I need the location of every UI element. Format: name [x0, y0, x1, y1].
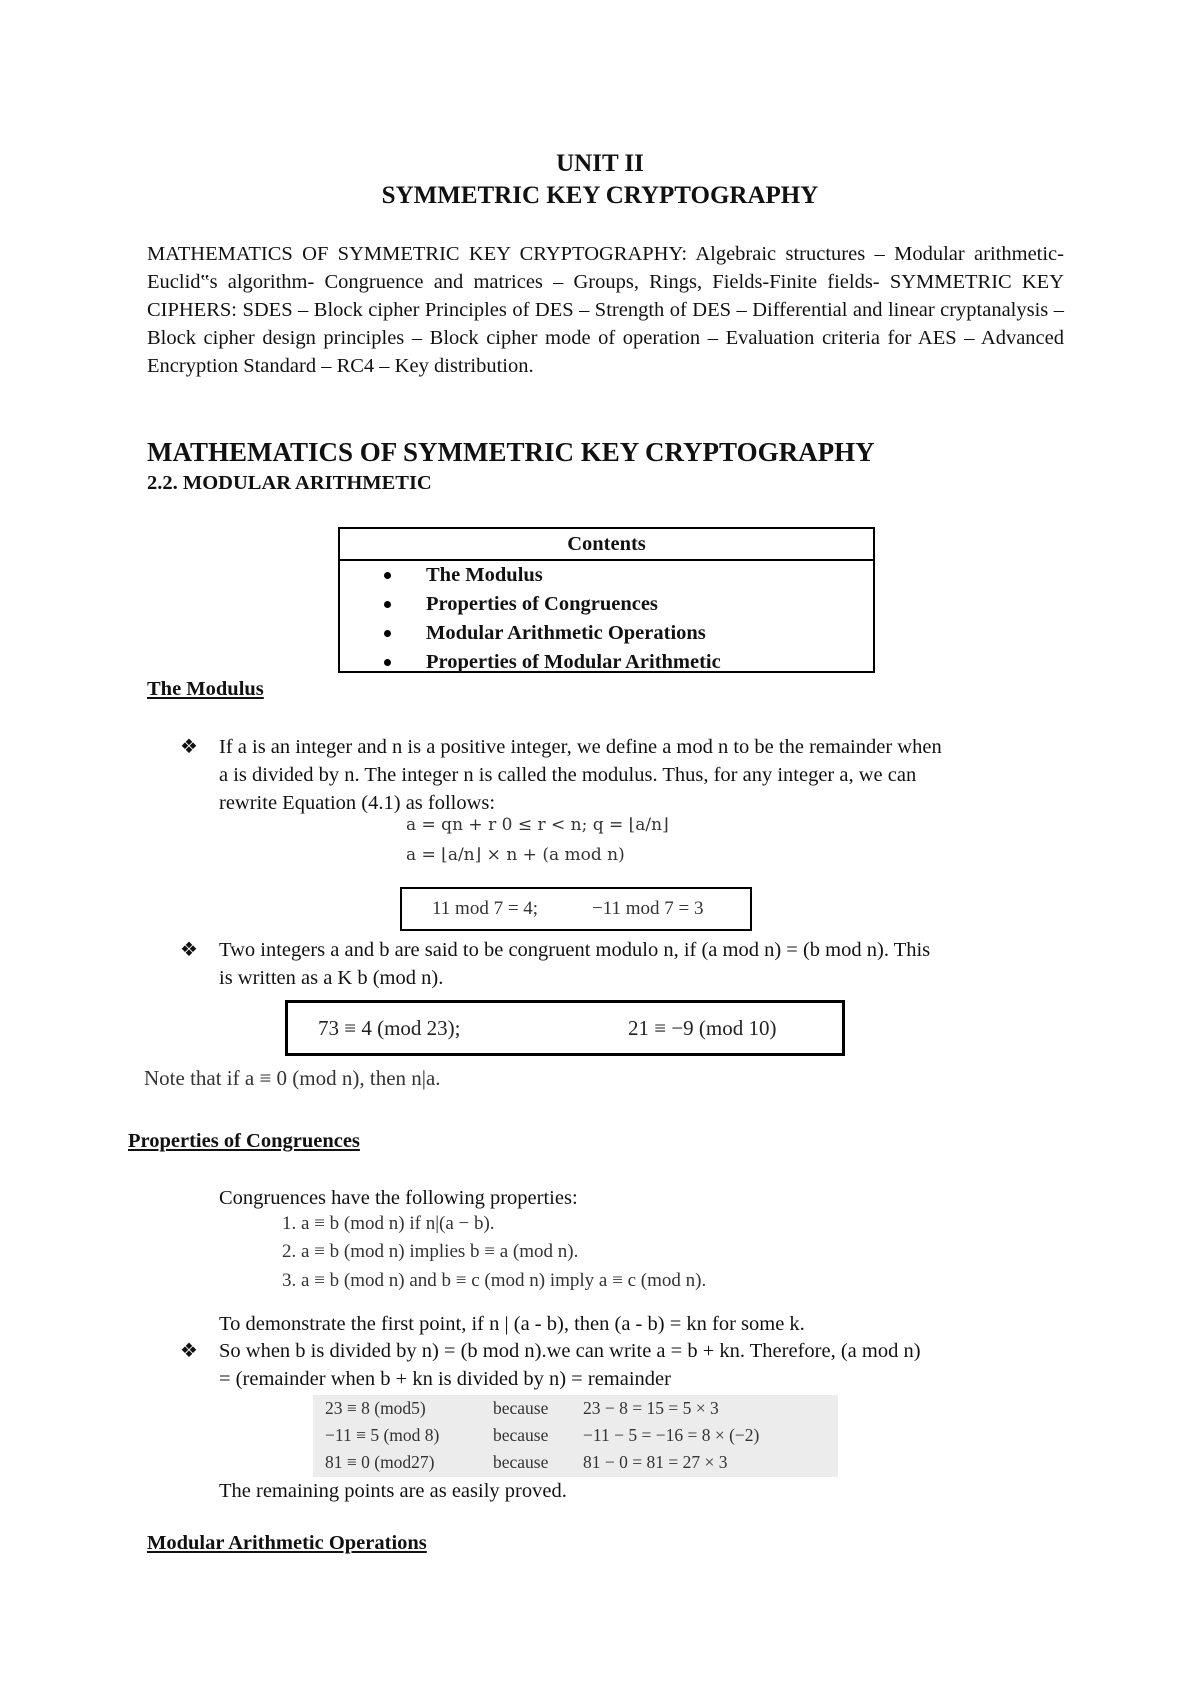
example-row: 81 ≡ 0 (mod27) because 81 − 0 = 81 = 27 × 3: [325, 1452, 728, 1472]
congruence-property: 3. a ≡ b (mod n) and b ≡ c (mod n) imply a ≡ c (mod n).: [282, 1270, 707, 1291]
example-box-1: [400, 887, 752, 931]
congruence-property: 1. a ≡ b (mod n) if n|(a − b).: [282, 1213, 495, 1234]
bullet-dot-icon: [384, 659, 391, 666]
subject-title: SYMMETRIC KEY CRYPTOGRAPHY: [381, 182, 819, 209]
contents-item: The Modulus: [340, 561, 873, 590]
unit-title: UNIT II: [556, 150, 644, 177]
contents-item: Properties of Modular Arithmetic: [340, 648, 873, 677]
bullet-dot-icon: [384, 601, 391, 608]
closing-text: The remaining points are as easily proved.: [219, 1480, 567, 1502]
contents-item: Properties of Congruences: [340, 590, 873, 619]
syllabus-paragraph: MATHEMATICS OF SYMMETRIC KEY CRYPTOGRAPHY: Algebraic structures – Modular arithmetic-Euclid‟s algorithm- Congruence and matrices – Groups, Rings, Fields-Finite fields- SYMMETRIC KEY CIPHERS: SDES – Block cipher Principles of DES – Strength of DES – Differential and linear cryptanalysis – Block cipher design principles – Block cipher mode of operation – Evaluation criteria for AES – Advanced Encryption Standard – RC4 – Key distribution.: [147, 243, 1064, 377]
subsection-title: 2.2. MODULAR ARITHMETIC: [147, 472, 432, 494]
contents-box: [338, 527, 875, 673]
modulus-definition: If a is an integer and n is a positive integer, we define a mod n to be the remainder when a is divided by n. The integer n is called the modulus. Thus, for any integer a, we can rewrite Equation (4.1) as follows:: [219, 736, 942, 814]
contents-heading: Contents: [340, 529, 873, 561]
congruence-property: 2. a ≡ b (mod n) implies b ≡ a (mod n).: [282, 1241, 579, 1262]
bullet-dot-icon: [384, 572, 391, 579]
example-box-2: [285, 1000, 845, 1056]
demo-text: To demonstrate the first point, if n | (a - b), then (a - b) = kn for some k.: [219, 1313, 805, 1335]
example-box-2-right: 21 ≡ −9 (mod 10): [628, 1016, 777, 1040]
diamond-bullet-icon: ❖: [180, 1340, 198, 1362]
congruences-intro: Congruences have the following properties:: [219, 1187, 578, 1209]
modulus-heading: The Modulus: [147, 678, 264, 700]
section-title: MATHEMATICS OF SYMMETRIC KEY CRYPTOGRAPHY: [147, 437, 875, 467]
example-box-2-left: 73 ≡ 4 (mod 23);: [318, 1016, 461, 1040]
congruence-definition: Two integers a and b are said to be congruent modulo n, if (a mod n) = (b mod n). This is written as a K b (mod n).: [219, 939, 931, 989]
examples-panel: [313, 1395, 838, 1477]
bullet-dot-icon: [384, 630, 391, 637]
contents-list: [340, 561, 873, 677]
remainder-explanation: So when b is divided by n) = (b mod n).we can write a = b + kn. Therefore, (a mod n) = (remainder when b + kn is divided by n) = remainder: [219, 1340, 921, 1390]
example-box-1-right: −11 mod 7 = 3: [592, 898, 704, 919]
equation-2: a = ⌊a/n⌋ × n + (a mod n): [406, 845, 625, 865]
congruences-heading: Properties of Congruences: [128, 1130, 360, 1152]
equation-1: a = qn + r 0 ≤ r < n; q = ⌊a/n⌋: [406, 815, 669, 835]
example-row: −11 ≡ 5 (mod 8) because −11 − 5 = −16 = 8 × (−2): [325, 1425, 760, 1445]
contents-item: Modular Arithmetic Operations: [340, 619, 873, 648]
operations-heading: Modular Arithmetic Operations: [147, 1532, 427, 1554]
diamond-bullet-icon: ❖: [180, 736, 198, 758]
example-row: 23 ≡ 8 (mod5) because 23 − 8 = 15 = 5 × 3: [325, 1398, 719, 1418]
diamond-bullet-icon: ❖: [180, 939, 198, 961]
example-box-1-left: 11 mod 7 = 4;: [432, 898, 539, 919]
note-text: Note that if a ≡ 0 (mod n), then n|a.: [144, 1066, 441, 1090]
